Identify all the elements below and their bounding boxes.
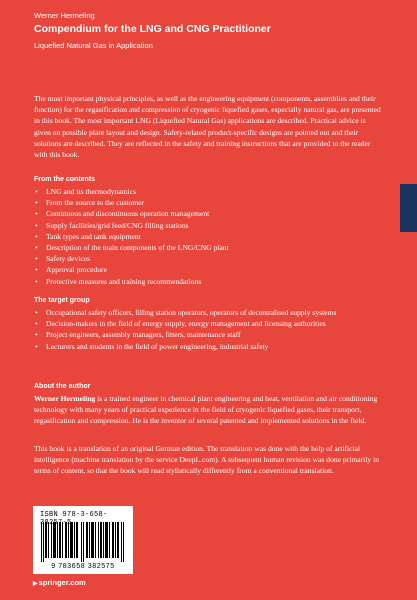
intro-text: The most important physical principles, as well as the engineering equipment (components, assemblies and their function) for the regasification and compression of cryogenic liquefied gases, especially natural gas, are presented in this book. The most important LNG (Liquefied Natural Gas) applications are described. Practical advice is given on possible plant layout and design. Safety-related product-specific designs are pointed out and their solutions are described. They are reflected in the safety and training instructions that are provided to the reader with this book. (34, 94, 381, 160)
bullet-icon: • (35, 231, 38, 241)
list-item (34, 264, 384, 275)
bullet-icon: • (35, 276, 38, 286)
arrow-right-icon: ▶ (33, 581, 38, 587)
list-item (34, 242, 384, 253)
bullet-icon: • (35, 319, 38, 329)
list-item (34, 318, 384, 329)
list-item-text: Project engineers, assembly managers, fitters, maintenance staff (46, 330, 241, 340)
bullet-icon: • (35, 265, 38, 275)
list-item-text: Protective measures and training recommendations (46, 276, 202, 286)
translation-note: This book is a translation of an original German edition. The translation was done with the help of artificial intelligence (machine translation by the service DeepL.com). A subsequent human revision was done primarily in terms of content, so that the book will read stylistically differently from a conventional translation. (34, 444, 379, 476)
bullet-icon: • (35, 187, 38, 196)
list-item-text: LNG and its thermodynamics (46, 187, 137, 196)
contents-list (34, 186, 384, 287)
list-item (34, 231, 384, 242)
list-item-text: Supply facilities/grid feed/CNG filling stations (46, 220, 189, 230)
bullet-icon: • (35, 209, 38, 219)
list-item-text: Occupational safety officers, filling station operators, operators of decentralised supply systems (46, 308, 337, 317)
author-name: Werner Hermeling (34, 11, 95, 20)
list-item-text: Continuous and discontinuous operation management (46, 209, 210, 219)
list-item (34, 276, 384, 287)
barcode-icon (41, 522, 125, 562)
bullet-icon: • (35, 243, 38, 253)
list-item (34, 307, 384, 318)
contents-heading: From the contents (34, 176, 96, 183)
list-item (34, 253, 384, 264)
bullet-icon: • (35, 220, 38, 230)
target-group-heading: The target group (34, 297, 90, 304)
about-author-bio: is a trained engineer in chemical plant engineering and heat, ventilation and air conditioning technology with many years of practical experience in the field of cryogenic liquefied gases, their transport, regasification and compression. He is the inventor of several patented and implemented solutions in the field. (34, 394, 378, 426)
about-author-heading: About the author (34, 383, 91, 390)
about-author-text (34, 393, 384, 427)
list-item (34, 197, 384, 208)
list-item-text: Lecturers and students in the field of power engineering, industrial safety (46, 341, 269, 351)
list-item-text: Decision-makers in the field of energy supply, energy management and licensing authorities (46, 319, 326, 329)
book-subtitle: Liquefied Natural Gas in Application (34, 41, 153, 50)
list-item-text: Safety devices (46, 254, 91, 264)
publisher-link[interactable] (33, 578, 86, 587)
target-group-list (34, 307, 384, 352)
spine-tab (400, 184, 417, 232)
list-item-text: Approval procedure (46, 265, 107, 275)
about-author-name: Werner Hermeling (34, 394, 96, 403)
isbn-label: ISBN 978-3-658-38 7-5 (40, 511, 108, 527)
bullet-icon: • (35, 198, 38, 208)
list-item (34, 186, 384, 197)
list-item-text: From the source to the customer (46, 198, 145, 208)
book-title: Compendium for the LNG and CNG Practitioner (34, 23, 271, 35)
bullet-icon: • (35, 254, 38, 264)
list-item (34, 220, 384, 231)
isbn-barcode-box (33, 506, 133, 574)
bullet-icon: • (35, 308, 38, 317)
list-item (34, 341, 384, 352)
list-item (34, 208, 384, 219)
intro-paragraph (34, 93, 384, 160)
barcode-number: 9 783658 382575 (51, 563, 115, 570)
list-item (34, 329, 384, 340)
list-item-text: Description of the main components of the LNG/CNG plant (46, 243, 229, 253)
list-item-text: Tank types and tank equipment (46, 231, 141, 241)
publisher-url: springer.com (38, 578, 86, 587)
bullet-icon: • (35, 341, 38, 351)
bullet-icon: • (35, 330, 38, 340)
